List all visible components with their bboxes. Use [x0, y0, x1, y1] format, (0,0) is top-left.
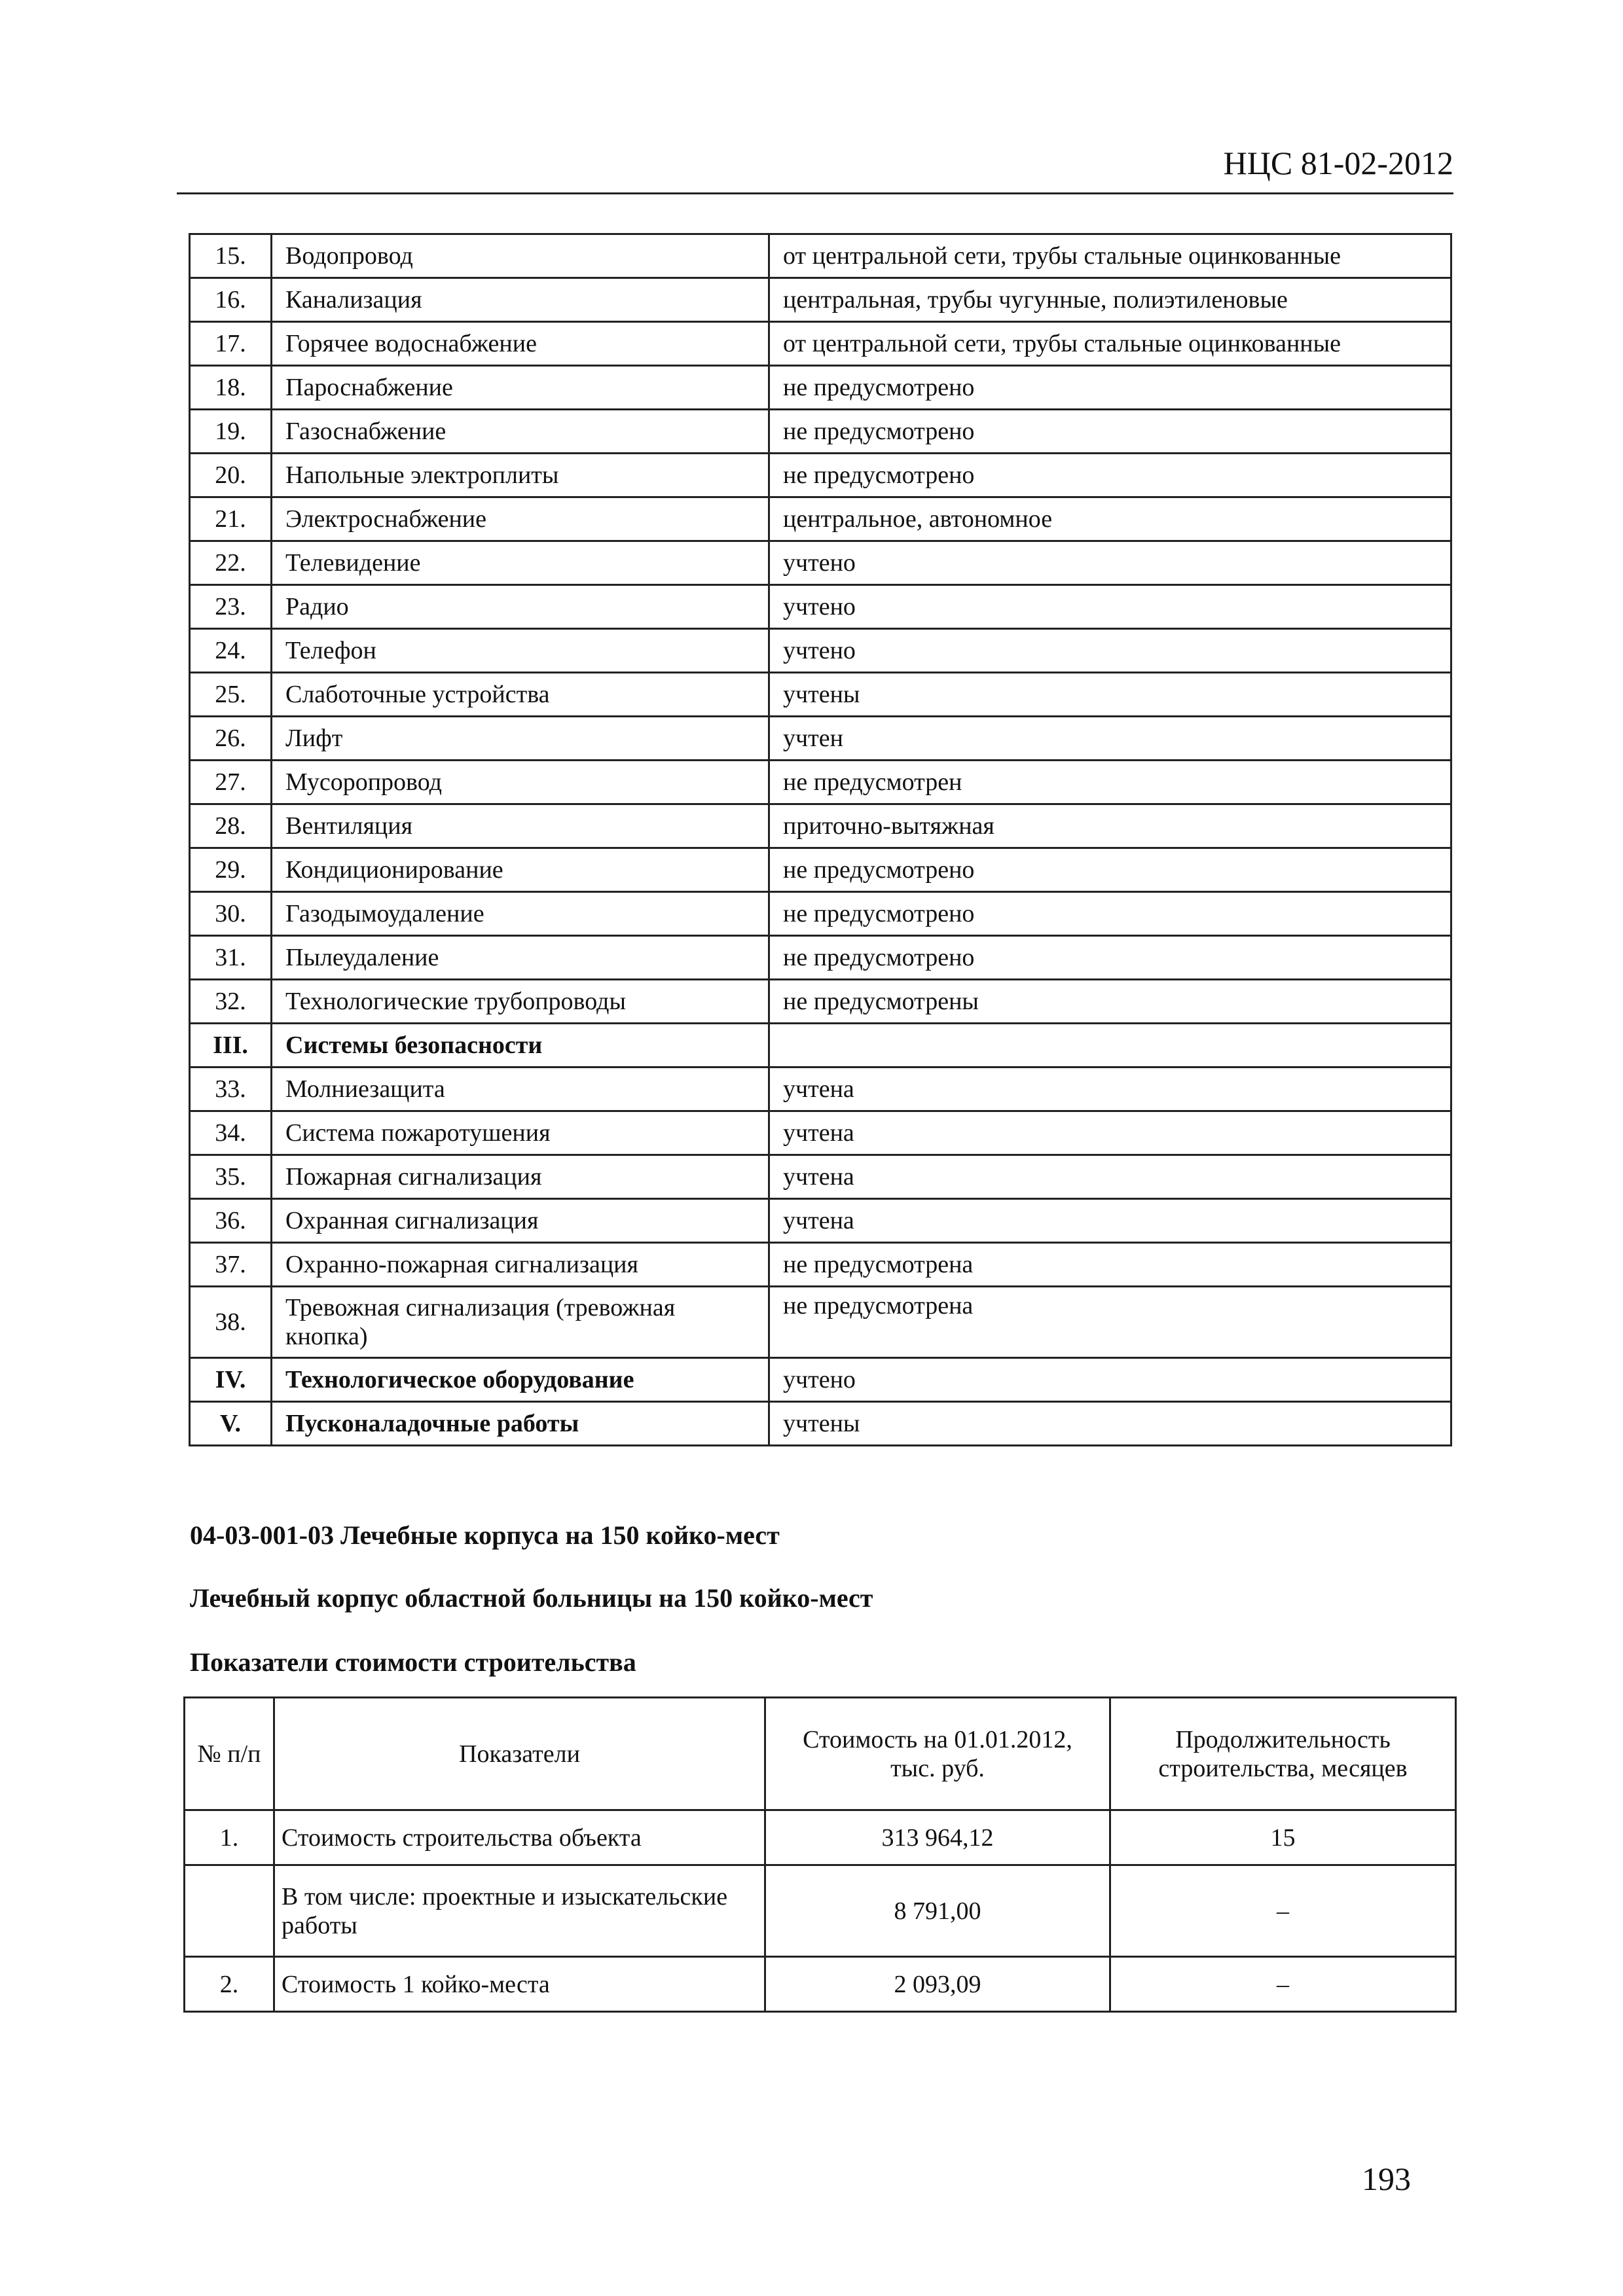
table-row — [190, 892, 1451, 936]
cost-row-number: 2. — [185, 1957, 274, 2012]
row-number: 21. — [190, 497, 272, 541]
systems-table — [189, 233, 1452, 1446]
row-number: 33. — [190, 1067, 272, 1111]
row-number: 36. — [190, 1199, 272, 1243]
row-number: 22. — [190, 541, 272, 585]
cost-row-indicator: Стоимость строительства объекта — [274, 1810, 765, 1865]
row-value: учтена — [769, 1111, 1451, 1155]
row-value: не предусмотрено — [769, 410, 1451, 454]
row-number: 16. — [190, 278, 272, 322]
cost-row-number: 1. — [185, 1810, 274, 1865]
row-name: Тревожная сигнализация (тревожная кнопка) — [272, 1287, 769, 1358]
row-number: 17. — [190, 322, 272, 366]
row-value: от центральной сети, трубы стальные оцинкованные — [769, 322, 1451, 366]
section-code-title: 04-03-001-03 Лечебные корпуса на 150 койко-мест — [190, 1520, 780, 1550]
cost-row-indicator: В том числе: проектные и изыскательские работы — [274, 1865, 765, 1957]
table-row — [190, 1287, 1451, 1358]
table-row — [190, 454, 1451, 497]
row-name: Мусоропровод — [272, 761, 769, 804]
table-row — [190, 848, 1451, 892]
row-value: не предусмотрено — [769, 454, 1451, 497]
cost-table — [183, 1696, 1457, 2013]
row-number: 19. — [190, 410, 272, 454]
table-row — [190, 1199, 1451, 1243]
row-value: учтено — [769, 1358, 1451, 1402]
row-name: Пароснабжение — [272, 366, 769, 410]
cost-row-duration: – — [1110, 1957, 1456, 2012]
table-row — [190, 804, 1451, 848]
row-number: IV. — [190, 1358, 272, 1402]
row-value: не предусмотрено — [769, 848, 1451, 892]
row-value: учтены — [769, 673, 1451, 717]
row-name: Газоснабжение — [272, 410, 769, 454]
table-row — [190, 936, 1451, 980]
cost-row — [185, 1810, 1456, 1865]
row-value: центральная, трубы чугунные, полиэтиленовые — [769, 278, 1451, 322]
row-number: 25. — [190, 673, 272, 717]
table-row — [190, 278, 1451, 322]
row-number: 23. — [190, 585, 272, 629]
table-row — [190, 497, 1451, 541]
row-number: 24. — [190, 629, 272, 673]
table-row — [190, 541, 1451, 585]
row-value: учтена — [769, 1067, 1451, 1111]
cost-row-duration: 15 — [1110, 1810, 1456, 1865]
header-cost: Стоимость на 01.01.2012, тыс. руб. — [765, 1698, 1110, 1810]
row-value: приточно-вытяжная — [769, 804, 1451, 848]
row-number: 28. — [190, 804, 272, 848]
row-name: Телефон — [272, 629, 769, 673]
table-row — [190, 410, 1451, 454]
table-row — [190, 1067, 1451, 1111]
row-number: 38. — [190, 1287, 272, 1358]
row-name: Напольные электроплиты — [272, 454, 769, 497]
row-name: Системы безопасности — [272, 1024, 769, 1067]
row-name: Охранная сигнализация — [272, 1199, 769, 1243]
cost-row-value: 313 964,12 — [765, 1810, 1110, 1865]
cost-row — [185, 1865, 1456, 1957]
table-row — [190, 717, 1451, 761]
row-name: Пылеудаление — [272, 936, 769, 980]
row-name: Газодымоудаление — [272, 892, 769, 936]
row-name: Вентиляция — [272, 804, 769, 848]
table-row — [190, 673, 1451, 717]
page-header — [177, 137, 1453, 194]
row-number: 30. — [190, 892, 272, 936]
row-number: 20. — [190, 454, 272, 497]
cost-row-indicator: Стоимость 1 койко-места — [274, 1957, 765, 2012]
row-number: 37. — [190, 1243, 272, 1287]
table-row — [190, 1402, 1451, 1446]
cost-row-duration: – — [1110, 1865, 1456, 1957]
row-value: учтено — [769, 629, 1451, 673]
row-value: учтено — [769, 541, 1451, 585]
row-name: Горячее водоснабжение — [272, 322, 769, 366]
row-number: 26. — [190, 717, 272, 761]
row-value: от центральной сети, трубы стальные оцинкованные — [769, 234, 1451, 278]
row-name: Радио — [272, 585, 769, 629]
row-name: Технологическое оборудование — [272, 1358, 769, 1402]
row-value: не предусмотрены — [769, 980, 1451, 1024]
cost-heading: Показатели стоимости строительства — [190, 1647, 636, 1677]
row-value: центральное, автономное — [769, 497, 1451, 541]
row-number: 31. — [190, 936, 272, 980]
page-number: 193 — [1362, 2161, 1411, 2197]
row-value: не предусмотрено — [769, 366, 1451, 410]
row-name: Система пожаротушения — [272, 1111, 769, 1155]
table-row — [190, 234, 1451, 278]
row-value: учтена — [769, 1155, 1451, 1199]
row-name: Молниезащита — [272, 1067, 769, 1111]
row-value: учтены — [769, 1402, 1451, 1446]
row-name: Охранно-пожарная сигнализация — [272, 1243, 769, 1287]
object-title: Лечебный корпус областной больницы на 150 койко-мест — [190, 1583, 873, 1613]
table-row — [190, 1358, 1451, 1402]
row-value: не предусмотрен — [769, 761, 1451, 804]
row-number: V. — [190, 1402, 272, 1446]
row-number: 32. — [190, 980, 272, 1024]
row-number: 18. — [190, 366, 272, 410]
header-duration: Продолжительность строительства, месяцев — [1110, 1698, 1456, 1810]
table-row — [190, 1024, 1451, 1067]
table-row — [190, 585, 1451, 629]
row-value: не предусмотрена — [769, 1287, 1451, 1358]
document-code: НЦС 81-02-2012 — [1223, 145, 1453, 181]
row-number: 29. — [190, 848, 272, 892]
cost-row — [185, 1957, 1456, 2012]
row-value: не предусмотрено — [769, 936, 1451, 980]
row-value: учтен — [769, 717, 1451, 761]
row-value: не предусмотрена — [769, 1243, 1451, 1287]
table-row — [190, 980, 1451, 1024]
row-name: Телевидение — [272, 541, 769, 585]
table-row — [190, 1243, 1451, 1287]
row-number: 35. — [190, 1155, 272, 1199]
cost-table-header — [185, 1698, 1456, 1810]
row-name: Канализация — [272, 278, 769, 322]
row-name: Электроснабжение — [272, 497, 769, 541]
table-row — [190, 761, 1451, 804]
cost-row-number — [185, 1865, 274, 1957]
table-row — [190, 629, 1451, 673]
row-name: Водопровод — [272, 234, 769, 278]
row-name: Лифт — [272, 717, 769, 761]
table-row — [190, 1111, 1451, 1155]
row-value — [769, 1024, 1451, 1067]
row-value: учтена — [769, 1199, 1451, 1243]
cost-row-value: 2 093,09 — [765, 1957, 1110, 2012]
row-name: Пусконаладочные работы — [272, 1402, 769, 1446]
table-row — [190, 322, 1451, 366]
row-number: 15. — [190, 234, 272, 278]
row-name: Слаботочные устройства — [272, 673, 769, 717]
row-value: не предусмотрено — [769, 892, 1451, 936]
row-number: 34. — [190, 1111, 272, 1155]
row-value: учтено — [769, 585, 1451, 629]
cost-row-value: 8 791,00 — [765, 1865, 1110, 1957]
table-row — [190, 366, 1451, 410]
table-row — [190, 1155, 1451, 1199]
header-num: № п/п — [185, 1698, 274, 1810]
row-number: 27. — [190, 761, 272, 804]
row-name: Пожарная сигнализация — [272, 1155, 769, 1199]
row-name: Кондиционирование — [272, 848, 769, 892]
row-name: Технологические трубопроводы — [272, 980, 769, 1024]
header-indicator: Показатели — [274, 1698, 765, 1810]
row-number: III. — [190, 1024, 272, 1067]
